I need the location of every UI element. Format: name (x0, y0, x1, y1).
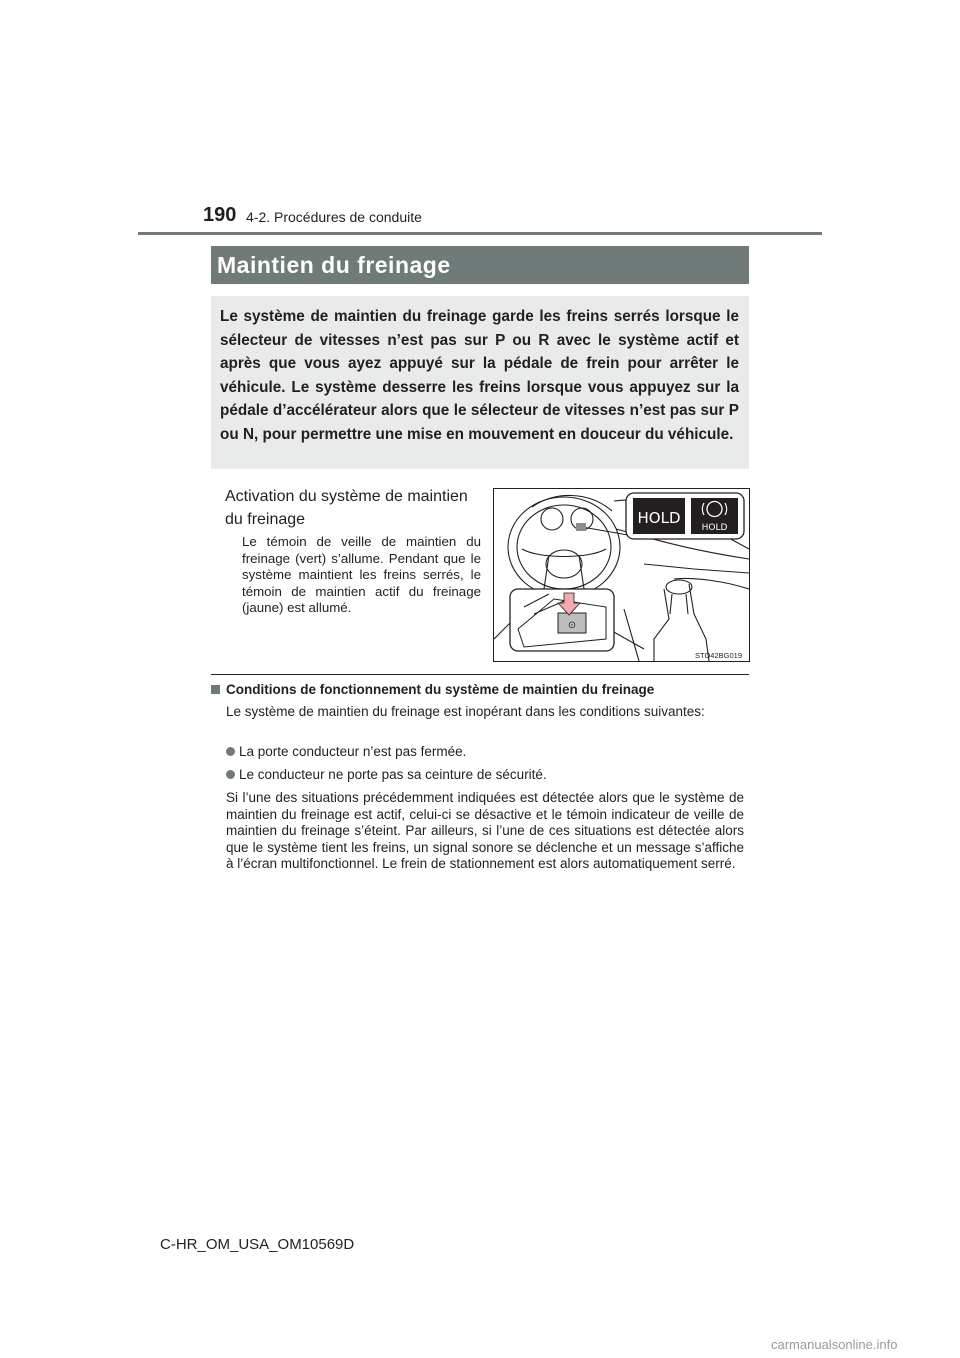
bullet-dot-icon (226, 770, 235, 779)
dashboard-illustration (494, 489, 749, 661)
activation-body: Le témoin de veille de maintien du freinage (vert) s’allume. Pendant que le système maintient les freins serrés, le témoin de maintien actif du freinage (jaune) est allumé. (242, 534, 481, 615)
page-title: Maintien du freinage (211, 246, 749, 284)
conditions-intro: Le système de maintien du freinage est inopérant dans les conditions suivantes: (226, 704, 705, 719)
bullet-dot-icon (226, 747, 235, 756)
intro-text: Le système de maintien du freinage garde les freins serrés lorsque le sélecteur de vitesses n’est pas sur P ou R avec le système actif et après que vous ayez appuyé sur la pédale de frein pour arrêter le véhicule. Le système desserre les freins lorsque vous appuyez sur la pédale d’accélérateur alors que le sélecteur de vitesses n’est pas sur P ou N, pour permettre une mise en mouvement en douceur du véhicule. (220, 308, 739, 443)
conditions-heading-text: Conditions de fonctionnement du système de maintien du freinage (226, 682, 655, 697)
activation-title: Activation du système de maintien du freinage (225, 488, 468, 528)
list-item: Le conducteur ne porte pas sa ceinture de sécurité. (226, 767, 744, 784)
switch-symbol-icon: ⊙ (567, 620, 577, 631)
page-number: 190 (203, 204, 237, 226)
section-divider (211, 674, 749, 675)
hold-switch-small (576, 523, 586, 531)
figure-code: STO42BG019 (695, 651, 742, 660)
header-divider (138, 232, 822, 235)
section-header: 4-2. Procédures de conduite (246, 209, 422, 225)
list-item: La porte conducteur n’est pas fermée. (226, 744, 744, 761)
hold-icon-label: HOLD (701, 523, 728, 533)
document-code: C-HR_OM_USA_OM10569D (160, 1236, 355, 1253)
hold-indicator-label: HOLD (637, 509, 681, 527)
conditions-heading (211, 682, 654, 697)
watermark: carmanualsonline.info (771, 1337, 898, 1352)
hold-switch-illustration (493, 488, 750, 662)
square-bullet-icon (211, 685, 220, 694)
intro-box (211, 296, 749, 469)
conditions-closing: Si l’une des situations précédemment indiquées est détectée alors que le système de maintien du freinage est actif, celui-ci se désactive et le témoin indicateur de veille de maintien du freinage s’éteint. Par ailleurs, si l’une de ces situations est détectée alors que le système tient les freins, un signal sonore se déclenche et un message s’affiche à l’écran multifonctionnel. Le frein de stationnement est alors automatiquement serré. (226, 790, 744, 871)
steering-wheel-outer (508, 497, 620, 597)
